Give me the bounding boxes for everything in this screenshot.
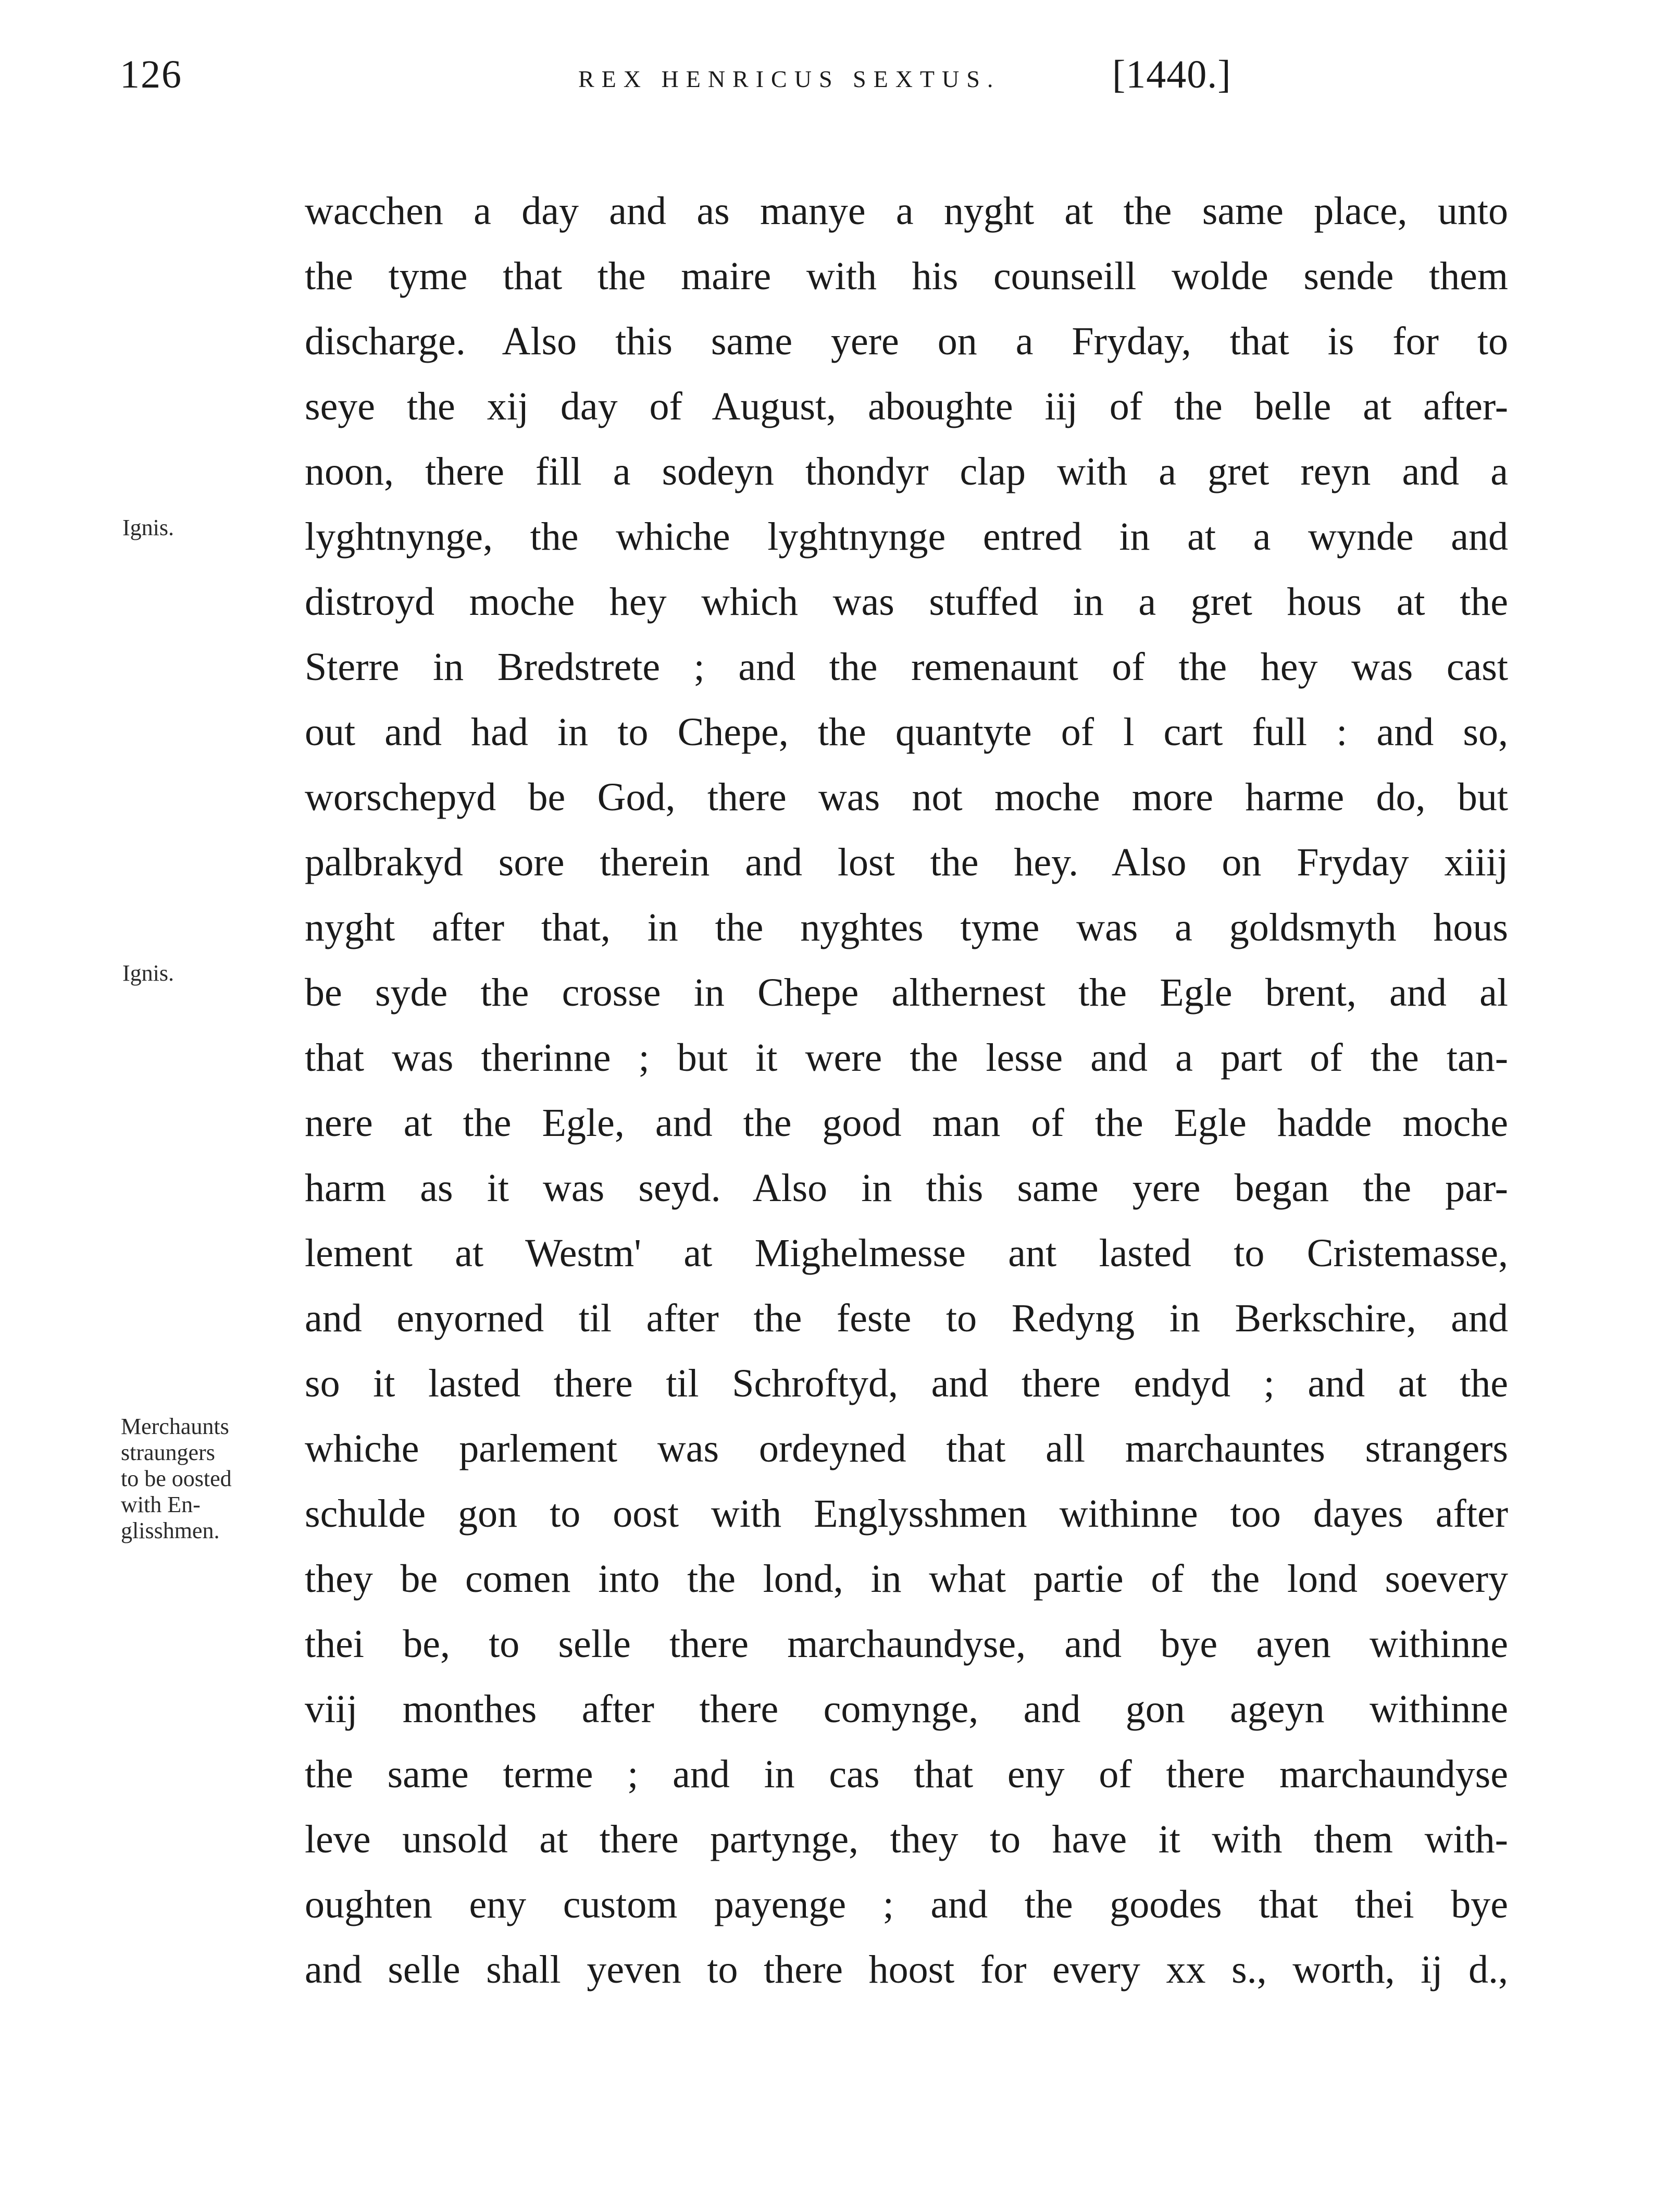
margin-note-merchaunts-4: with En- (121, 1492, 201, 1517)
running-title: REX HENRICUS SEXTUS. (578, 66, 1001, 92)
text-line: whiche parlement was ordeyned that all marchauntes strangers (305, 1427, 1508, 1470)
margin-note-merchaunts-1: Merchaunts (121, 1414, 229, 1439)
text-line: the tyme that the maire with his counseill wolde sende them (305, 254, 1508, 298)
margin-note-merchaunts-5: glisshmen. (121, 1518, 220, 1543)
text-line: out and had in to Chepe, the quantyte of l cart full : and so, (305, 710, 1508, 754)
text-line: that was therinne ; but it were the lesse and a part of the tan- (305, 1036, 1508, 1080)
text-line: distroyd moche hey which was stuffed in a gret hous at the (305, 580, 1508, 624)
text-line: leve unsold at there partynge, they to have it with them with- (305, 1817, 1508, 1861)
text-line: they be comen into the lond, in what partie of the lond soevery (305, 1557, 1508, 1601)
margin-note-merchaunts-2: straungers (121, 1440, 215, 1465)
text-line: and selle shall yeven to there hoost for every xx s., worth, ij d., (305, 1948, 1508, 1992)
text-line: harm as it was seyd. Also in this same yere began the par- (305, 1166, 1508, 1210)
text-line: palbrakyd sore therein and lost the hey. Also on Fryday xiiij (305, 840, 1508, 884)
text-line: schulde gon to oost with Englysshmen withinne too dayes after (305, 1492, 1508, 1536)
text-line: thei be, to selle there marchaundyse, and bye ayen withinne (305, 1622, 1508, 1666)
page-number: 126 (120, 53, 182, 96)
running-year: [1440.] (1112, 53, 1231, 96)
text-line: viij monthes after there comynge, and gon ageyn withinne (305, 1687, 1508, 1731)
text-line: lement at Westm' at Mighelmesse ant lasted to Cristemasse, (305, 1231, 1508, 1275)
text-line: so it lasted there til Schroftyd, and there endyd ; and at the (305, 1362, 1508, 1405)
text-line: and enyorned til after the feste to Redyng in Berkschire, and (305, 1296, 1508, 1340)
text-line: be syde the crosse in Chepe althernest the Egle brent, and al (305, 971, 1508, 1015)
text-line: oughten eny custom payenge ; and the goodes that thei bye (305, 1883, 1508, 1926)
text-line: discharge. Also this same yere on a Fryday, that is for to (305, 319, 1508, 363)
text-line: lyghtnynge, the whiche lyghtnynge entred in at a wynde and (305, 515, 1508, 559)
margin-note-ignis-2: Ignis. (122, 960, 174, 986)
text-line: nere at the Egle, and the good man of the Egle hadde moche (305, 1101, 1508, 1145)
text-line: wacchen a day and as manye a nyght at the same place, unto (305, 189, 1508, 233)
text-line: noon, there fill a sodeyn thondyr clap with a gret reyn and a (305, 450, 1508, 493)
text-line: nyght after that, in the nyghtes tyme was a goldsmyth hous (305, 906, 1508, 949)
text-line: worschepyd be God, there was not moche more harme do, but (305, 775, 1508, 819)
margin-note-ignis-1: Ignis. (122, 515, 174, 540)
margin-note-merchaunts-3: to be oosted (121, 1466, 232, 1491)
text-line: Sterre in Bredstrete ; and the remenaunt of the hey was cast (305, 645, 1508, 689)
text-line: seye the xij day of August, aboughte iij of the belle at after- (305, 385, 1508, 428)
text-line: the same terme ; and in cas that eny of there marchaundyse (305, 1752, 1508, 1796)
